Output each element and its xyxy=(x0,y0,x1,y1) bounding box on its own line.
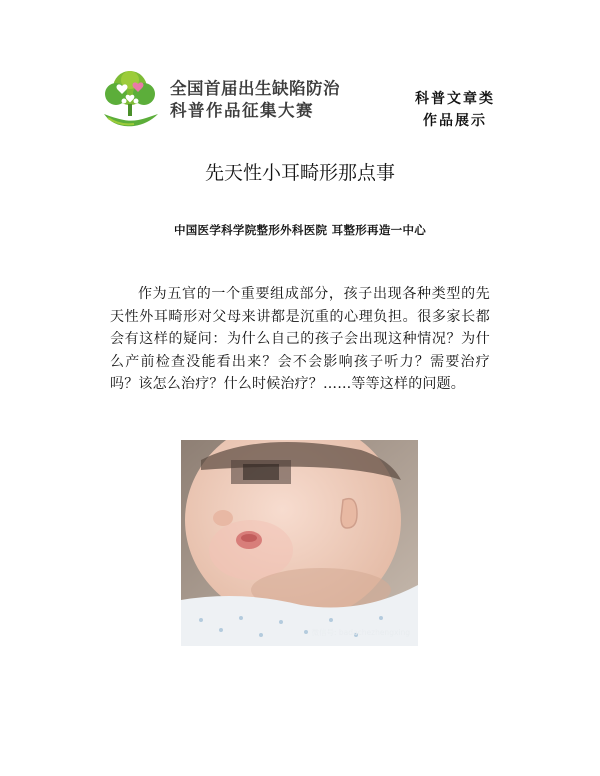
contest-logo xyxy=(98,68,368,134)
logo-line-1: 全国首届出生缺陷防治 xyxy=(170,79,340,98)
baby-photo xyxy=(181,440,418,646)
logo-text xyxy=(170,78,340,122)
article-paragraph: 作为五官的一个重要组成部分，孩子出现各种类型的先天性外耳畸形对父母来讲都是沉重的心理负担。很多家长都会有这样的疑问：为什么自己的孩子会出现这种情况？为什么产前检查没能看出来？会不会影响孩子听力？需要治疗吗？该怎么治疗？什么时候治疗？……等等这样的问题。 xyxy=(110,286,490,392)
baby-illustration xyxy=(181,440,418,646)
category-line-2: 作品展示 xyxy=(423,113,487,129)
logo-line-2: 科普作品征集大赛 xyxy=(170,101,314,120)
tree-hand-logo-icon xyxy=(98,68,162,132)
article-title: 先天性小耳畸形那点事 xyxy=(204,162,395,184)
article-author: 中国医学科学院整形外科医院 耳整形再造一中心 xyxy=(173,223,427,237)
category-line-1: 科普文章类 xyxy=(415,91,495,107)
category-label xyxy=(400,88,510,132)
photo-watermark: 微信号: badachezhengxing xyxy=(311,628,410,637)
